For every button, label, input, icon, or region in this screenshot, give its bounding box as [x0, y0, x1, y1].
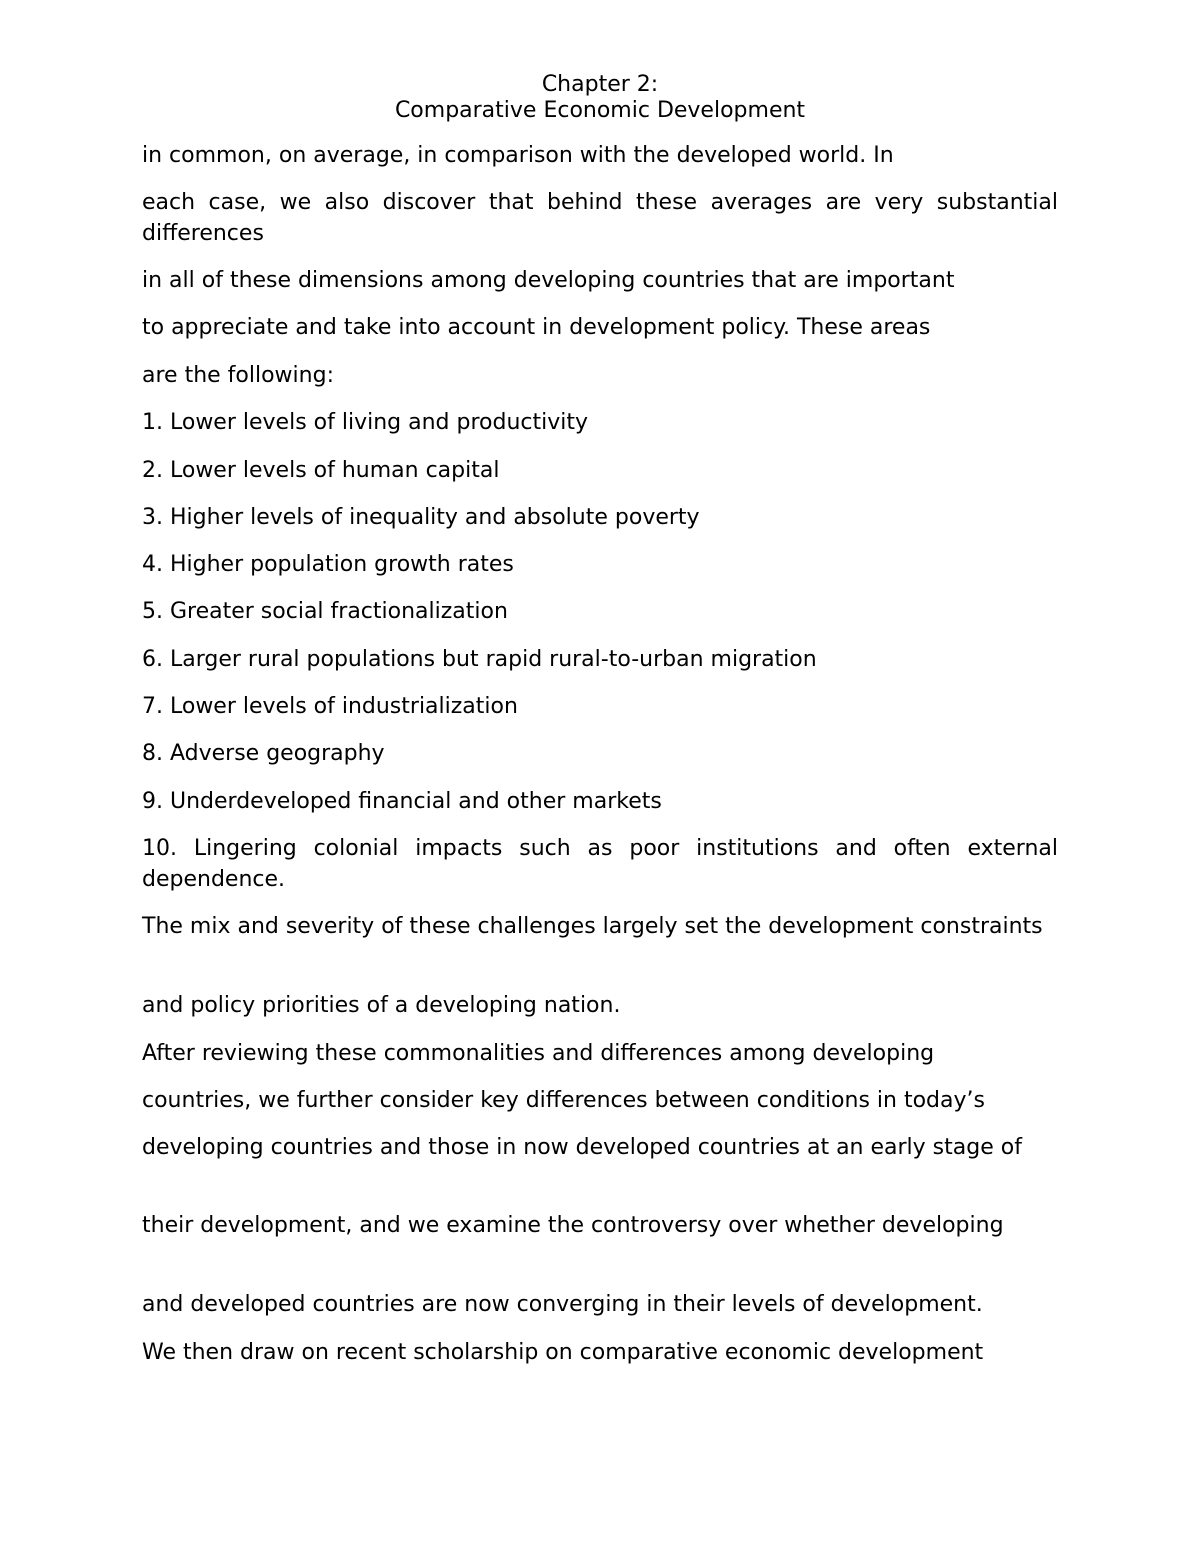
paragraph-line: countries, we further consider key differences between conditions in today’s [142, 1088, 985, 1113]
paragraph-line: and policy priorities of a developing nation. [142, 993, 621, 1018]
paragraph-line: and developed countries are now converging in their levels of development. [142, 1292, 983, 1317]
list-item: 6. Larger rural populations but rapid rural-to-urban migration [142, 647, 817, 672]
list-item: 9. Underdeveloped financial and other markets [142, 789, 662, 814]
chapter-number: Chapter 2: [541, 72, 659, 97]
paragraph-line: to appreciate and take into account in development policy. These areas [142, 315, 931, 340]
paragraph-line: in common, on average, in comparison with the developed world. In [142, 143, 894, 168]
list-item: 7. Lower levels of industrialization [142, 694, 518, 719]
paragraph-line: are the following: [142, 363, 334, 388]
list-item: 1. Lower levels of living and productivity [142, 410, 588, 435]
list-item: 2. Lower levels of human capital [142, 458, 500, 483]
list-item: 10. Lingering colonial impacts such as poor institutions and often external dependence. [142, 836, 1058, 892]
paragraph-line: each case, we also discover that behind these averages are very substantial differences [142, 190, 1058, 246]
list-item: 3. Higher levels of inequality and absolute poverty [142, 505, 700, 530]
list-item: 4. Higher population growth rates [142, 552, 514, 577]
paragraph-line: After reviewing these commonalities and differences among developing [142, 1041, 935, 1066]
paragraph-line: in all of these dimensions among developing countries that are important [142, 268, 955, 293]
paragraph-line: We then draw on recent scholarship on comparative economic development [142, 1340, 984, 1365]
paragraph-line: The mix and severity of these challenges largely set the development constraints [142, 914, 1043, 939]
list-item: 5. Greater social fractionalization [142, 599, 508, 624]
paragraph-line: their development, and we examine the controversy over whether developing [142, 1213, 1004, 1238]
list-item: 8. Adverse geography [142, 741, 385, 766]
paragraph-line: developing countries and those in now developed countries at an early stage of [142, 1135, 1022, 1160]
chapter-title: Comparative Economic Development [394, 98, 806, 123]
